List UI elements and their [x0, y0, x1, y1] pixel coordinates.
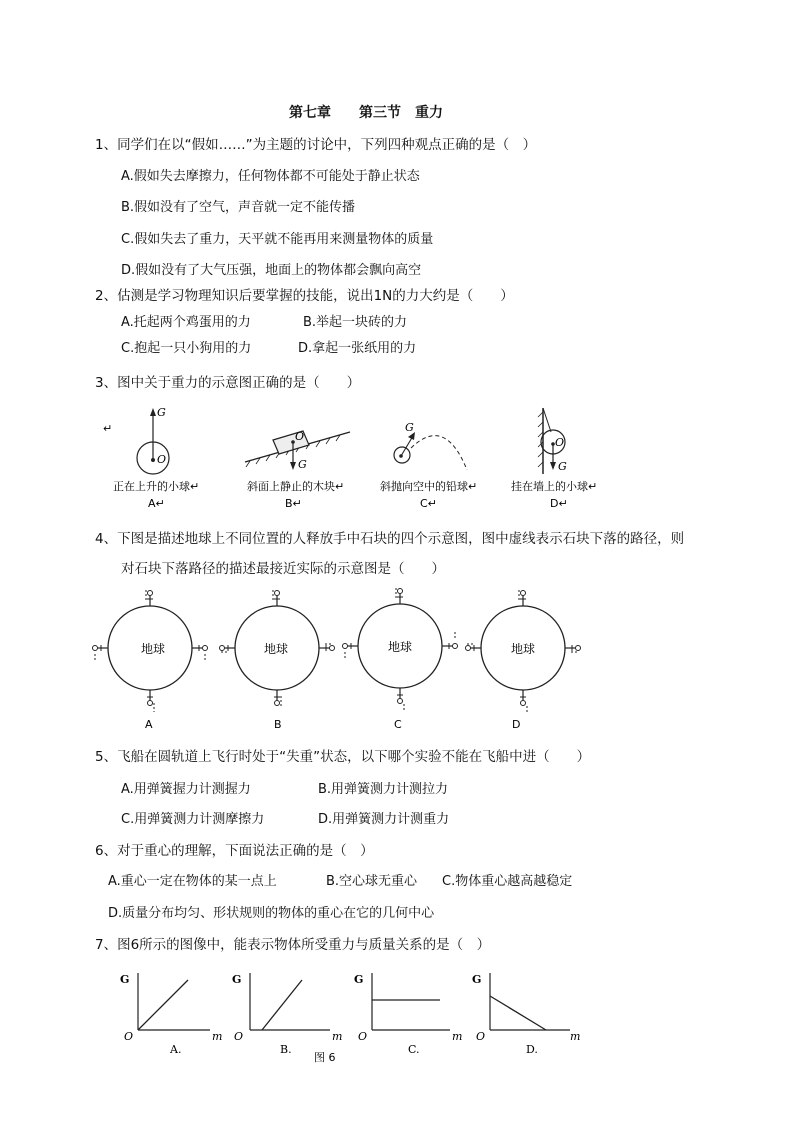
caption-a: 正在上升的小球↵: [113, 480, 200, 493]
svg-text:G: G: [298, 458, 307, 471]
caption-b: 斜面上静止的木块↵: [247, 480, 345, 493]
letter-c: C↵: [420, 497, 437, 510]
graph-letter-c: C.: [408, 1043, 420, 1056]
q6-option-a: A.重心一定在物体的某一点上: [108, 874, 277, 889]
graph-d: [472, 973, 580, 1056]
graph-b: [232, 973, 342, 1056]
q6-option-c: C.物体重心越高越稳定: [442, 874, 573, 889]
svg-text:O: O: [124, 1030, 134, 1043]
question-2-stem: 2、估测是学习物理知识后要掌握的技能，说出1N的力大约是（ ）: [95, 288, 514, 304]
q7-figure: [110, 968, 580, 1063]
figure-d-ball-on-wall: [538, 408, 567, 474]
svg-text:O: O: [234, 1030, 244, 1043]
q1-option-d: D.假如没有了大气压强，地面上的物体都会飘向高空: [121, 263, 422, 278]
question-4-stem: 4、下图是描述地球上不同位置的人释放手中石块的四个示意图，图中虚线表示石块下落的路径，则: [95, 531, 685, 547]
svg-text:G: G: [354, 973, 364, 986]
question-1-stem: 1、同学们在以“假如……”为主题的讨论中，下列四种观点正确的是（ ）: [95, 137, 537, 153]
q1-option-c: C.假如失去了重力，天平就不能再用来测量物体的质量: [121, 232, 434, 247]
graph-letter-d: D.: [526, 1043, 538, 1056]
q2-option-d: D.拿起一张纸用的力: [298, 341, 417, 356]
q2-option-a: A.托起两个鸡蛋用的力: [121, 315, 251, 330]
letter-a: A↵: [148, 497, 165, 510]
q3-figure: [95, 400, 625, 515]
earth-label-d: 地球: [511, 642, 536, 656]
question-3-stem: 3、图中关于重力的示意图正确的是（ ）: [95, 375, 361, 391]
svg-text:G: G: [405, 421, 414, 434]
page-title: 第七章 第三节 重力: [289, 105, 443, 121]
svg-text:G: G: [472, 973, 482, 986]
question-7-stem: 7、图6所示的图像中，能表示物体所受重力与质量关系的是（ ）: [95, 937, 491, 953]
svg-text:m: m: [332, 1030, 343, 1043]
svg-text:O: O: [157, 453, 167, 466]
q4-letter-d: D: [512, 718, 521, 731]
q6-option-b: B.空心球无重心: [326, 874, 418, 889]
figure-c-thrown-shot: [394, 421, 467, 470]
q2-option-c: C.抱起一只小狗用的力: [121, 341, 252, 356]
caption-c: 斜抛向空中的铅球↵: [380, 480, 478, 493]
graph-a: [120, 973, 222, 1056]
caption-d: 挂在墙上的小球↵: [511, 480, 598, 493]
svg-text:m: m: [570, 1030, 580, 1043]
q1-option-a: A.假如失去摩擦力，任何物体都不可能处于静止状态: [121, 169, 420, 184]
q2-option-b: B.举起一块砖的力: [303, 315, 408, 330]
q4-letter-b: B: [274, 718, 282, 731]
letter-d: D↵: [550, 497, 568, 510]
earth-label-c: 地球: [388, 640, 413, 654]
q5-option-d: D.用弹簧测力计测重力: [318, 812, 450, 827]
svg-text:G: G: [558, 460, 567, 473]
svg-text:m: m: [452, 1030, 463, 1043]
question-4-stem-2: 对石块下落路径的描述最接近实际的示意图是（ ）: [121, 561, 445, 577]
q4-letter-c: C: [394, 718, 402, 731]
graph-letter-b: B.: [280, 1043, 292, 1056]
question-6-stem: 6、对于重心的理解，下面说法正确的是（ ）: [95, 843, 374, 859]
figure-b-block-on-incline: [245, 430, 350, 471]
svg-text:O: O: [358, 1030, 368, 1043]
question-5-stem: 5、飞船在圆轨道上飞行时处于“失重”状态，以下哪个实验不能在飞船中进（ ）: [95, 749, 591, 765]
svg-text:G: G: [120, 973, 130, 986]
svg-text:O: O: [295, 430, 305, 443]
earth-label-b: 地球: [264, 642, 289, 656]
letter-b: B↵: [285, 497, 302, 510]
svg-text:m: m: [212, 1030, 223, 1043]
earth-label-a: 地球: [141, 642, 166, 656]
q1-option-b: B.假如没有了空气，声音就一定不能传播: [121, 200, 356, 215]
q5-option-a: A.用弹簧握力计测握力: [121, 782, 251, 797]
svg-text:G: G: [232, 973, 242, 986]
figure-caption: 图 6: [314, 1051, 336, 1063]
q4-letter-a: A: [145, 718, 153, 731]
figure-a-rising-ball: [137, 406, 169, 474]
svg-text:O: O: [476, 1030, 486, 1043]
graph-letter-a: A.: [170, 1043, 182, 1056]
q5-option-b: B.用弹簧测力计测拉力: [318, 782, 449, 797]
svg-text:O: O: [555, 436, 565, 449]
q4-figure: [90, 582, 590, 732]
graph-c: [354, 973, 462, 1056]
svg-text:G: G: [157, 406, 166, 419]
q6-option-d: D.质量分布均匀、形状规则的物体的重心在它的几何中心: [108, 906, 435, 921]
return-mark: ↵: [103, 422, 113, 435]
q5-option-c: C.用弹簧测力计测摩擦力: [121, 812, 265, 827]
